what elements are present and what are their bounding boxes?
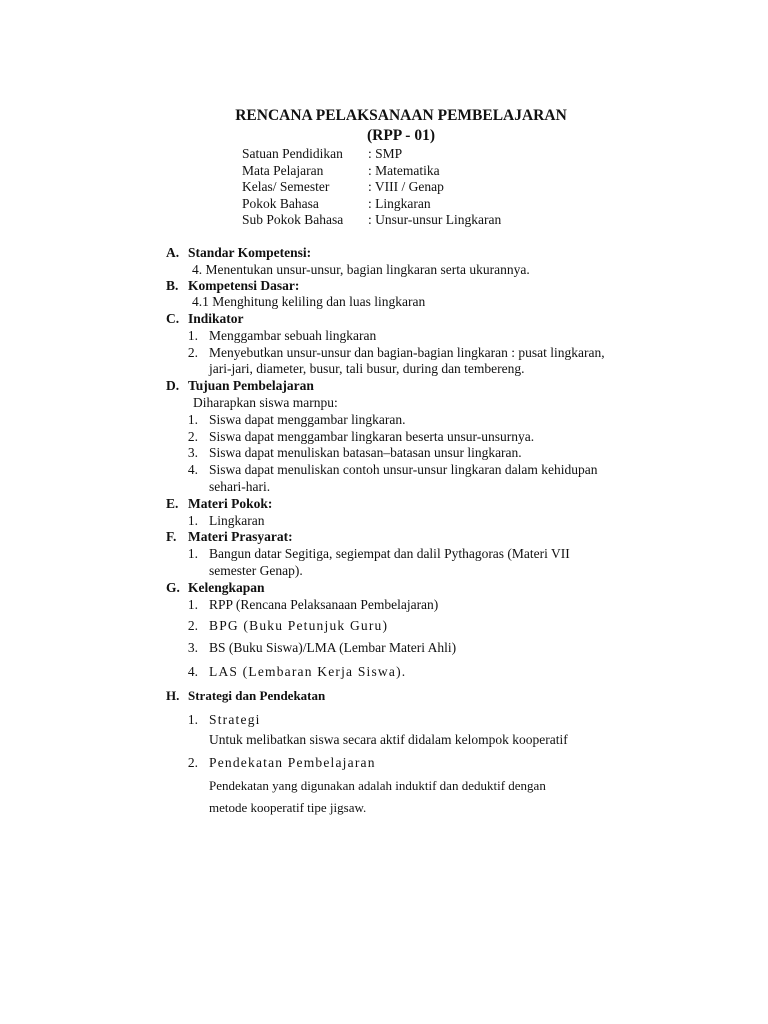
item-number: 1. (187, 513, 198, 528)
section-h-heading (166, 688, 325, 704)
subsection-text: Pendekatan yang digunakan adalah induktif dan deduktif dengan (209, 778, 546, 793)
section-d-intro: Diharapkan siswa marnpu: (193, 395, 338, 410)
section-c-heading (166, 311, 244, 327)
item-number: 3. (187, 640, 198, 655)
info-row (242, 163, 501, 180)
section-title: Kelengkapan (188, 580, 265, 595)
item-number: 1. (187, 597, 198, 612)
section-e-heading (166, 496, 272, 512)
section-letter: F. (166, 529, 177, 544)
list-item: Menyebutkan unsur-unsur dan bagian-bagian lingkaran : pusat lingkaran, (209, 345, 605, 360)
info-label: Pokok Bahasa (242, 195, 319, 211)
section-g-heading (166, 580, 265, 596)
section-b-heading (166, 278, 299, 294)
info-row (242, 179, 501, 196)
list-item: RPP (Rencana Pelaksanaan Pembelajaran) (209, 597, 439, 612)
info-value: : Unsur-unsur Lingkaran (368, 212, 502, 228)
section-letter: C. (166, 311, 180, 326)
info-label: Sub Pokok Bahasa (242, 212, 344, 228)
list-item: Siswa dapat menggambar lingkaran. (209, 412, 406, 427)
item-number: 2. (187, 429, 198, 444)
item-number: 2. (187, 755, 198, 770)
subsection-text: Untuk melibatkan siswa secara aktif didalam kelompok kooperatif (209, 732, 568, 747)
info-label: Mata Pelajaran (242, 162, 324, 178)
item-number: 4. (187, 664, 198, 679)
section-title: Materi Pokok: (188, 496, 273, 511)
info-table (242, 146, 501, 229)
info-row (242, 212, 501, 229)
subsection-title: Pendekatan Pembelajaran (209, 755, 376, 770)
section-title: Indikator (188, 311, 244, 326)
item-number: 1. (187, 546, 198, 561)
section-d-heading (166, 378, 314, 394)
section-letter: D. (166, 378, 180, 393)
section-title: Tujuan Pembelajaran (188, 378, 314, 393)
list-item: Siswa dapat menggambar lingkaran beserta unsur-unsurnya. (209, 429, 535, 444)
info-value: : Matematika (368, 162, 440, 178)
item-number: 2. (187, 345, 198, 360)
info-value: : SMP (368, 146, 403, 161)
info-label: Satuan Pendidikan (242, 146, 343, 161)
item-number: 1. (187, 712, 198, 727)
list-item: BS (Buku Siswa)/LMA (Lembar Materi Ahli) (209, 640, 457, 655)
item-number: 4. (187, 462, 198, 477)
section-letter: A. (166, 245, 180, 260)
section-f-heading (166, 529, 293, 545)
section-b-text: 4.1 Menghitung keliling dan luas lingkaran (192, 294, 426, 309)
info-value: : Lingkaran (368, 195, 431, 211)
section-a-text: 4. Menentukan unsur-unsur, bagian lingkaran serta ukurannya. (192, 262, 530, 277)
item-number: 2. (187, 618, 198, 633)
section-title: Materi Prasyarat: (188, 529, 293, 544)
section-letter: G. (166, 580, 180, 595)
section-letter: E. (166, 496, 179, 511)
section-title: Kompetensi Dasar: (188, 278, 300, 293)
info-row (242, 196, 501, 213)
list-item: Bangun datar Segitiga, segiempat dan dalil Pythagoras (Materi VII (209, 546, 570, 561)
list-item: BPG (Buku Petunjuk Guru) (209, 618, 389, 633)
list-item: LAS (Lembaran Kerja Siswa). (209, 664, 407, 679)
info-label: Kelas/ Semester (242, 179, 330, 195)
item-number: 3. (187, 445, 198, 460)
document-title: RENCANA PELAKSANAAN PEMBELAJARAN (235, 107, 567, 124)
list-item: Siswa dapat menuliskan batasan–batasan unsur lingkaran. (209, 445, 522, 460)
subsection-text: metode kooperatif tipe jigsaw. (209, 800, 367, 815)
list-item-continuation: semester Genap). (209, 563, 303, 578)
list-item: Lingkaran (209, 513, 265, 528)
section-a-heading (166, 245, 311, 261)
section-title: Standar Kompetensi: (188, 245, 312, 260)
section-letter: H. (166, 688, 180, 703)
subsection-title: Strategi (209, 712, 261, 727)
item-number: 1. (187, 328, 198, 343)
document-code: (RPP - 01) (366, 127, 435, 144)
list-item: Menggambar sebuah lingkaran (209, 328, 377, 343)
info-value: : VIII / Genap (368, 179, 444, 195)
item-number: 1. (187, 412, 198, 427)
section-title: Strategi dan Pendekatan (188, 688, 326, 703)
list-item: Siswa dapat menuliskan contoh unsur-unsur lingkaran dalam kehidupan (209, 462, 598, 477)
list-item-continuation: jari-jari, diameter, busur, tali busur, during dan tembereng. (209, 361, 525, 376)
list-item-continuation: sehari-hari. (209, 479, 271, 494)
section-letter: B. (166, 278, 179, 293)
info-row (242, 146, 501, 163)
